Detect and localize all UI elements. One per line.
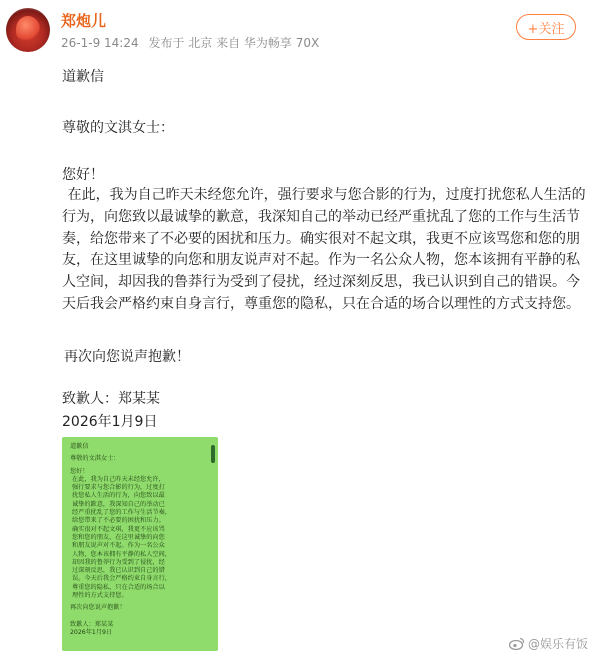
thumbnail-line: 您好！: [70, 467, 89, 475]
post-source: 发布于 北京 来自 华为畅享 70X: [148, 36, 320, 50]
thumbnail-line: 理性的方式支持您。: [72, 592, 128, 600]
thumbnail-line: 2026年1月9日: [70, 628, 113, 636]
thumbnail-text: [70, 443, 206, 637]
thumbnail-line: 过深刻反思，我已认识到自己的错: [72, 567, 165, 575]
thumbnail-line: 确实很对不起文琪，我更不应该骂: [72, 525, 165, 533]
thumbnail-line: 强行要求与您合影的行为，过度打: [72, 484, 165, 492]
username[interactable]: 郑炮儿: [61, 12, 107, 30]
thumbnail-line: 误。今天后我会严格约束自身言行，: [72, 575, 171, 583]
thumbnail-line: 诚挚的歉意，我深知自己的举动已: [72, 500, 165, 508]
letter-greeting: 您好！: [62, 167, 104, 183]
weibo-icon: [509, 637, 525, 650]
letter-closing: 再次向您说声抱歉！: [64, 349, 190, 365]
thumbnail-scrollbar: [211, 445, 215, 463]
thumbnail-line: 尊重您的隐私，只在合适的场合以: [72, 583, 165, 591]
thumbnail-line: 经严重扰乱了您的工作与生活节奏，: [72, 509, 171, 517]
thumbnail-line: 再次向您说声抱歉！: [70, 604, 126, 612]
thumbnail-line: 扰您私人生活的行为，向您致以最: [72, 492, 165, 500]
watermark-text: @娱乐有饭: [527, 637, 588, 651]
letter-body: 在此，我为自己昨天未经您允许，强行要求与您合影的行为，过度打扰您私人生活的行为，向您致以最诚挚的歉意，我深知自己的举动已经严重扰乱了您的工作与生活节奏，给您带来了不必要的困扰和压力。确实很对不起文琪，我更不应该骂您和您的朋友，在这里诚挚的向您和朋友说声对不起。作为一名公众人物，您本该拥有平静的私人空间，却因我的鲁莽行为受到了侵扰，经过深刻反思，我已认识到自己的错误。今天后我会严格约束自身言行，尊重您的隐私，只在合适的场合以理性的方式支持您。: [62, 187, 586, 312]
follow-label: +关注: [527, 21, 565, 37]
letter-signature: 致歉人：郑某某: [62, 391, 160, 407]
thumbnail-line: 尊敬的文淇女士：: [70, 455, 120, 463]
letter-title: 道歉信: [62, 69, 104, 85]
thumbnail-line: 致歉人：郑某某: [70, 620, 114, 628]
thumbnail-line: 人物，您本该拥有平静的私人空间，: [72, 550, 171, 558]
avatar[interactable]: [6, 8, 50, 52]
watermark: [509, 635, 588, 652]
letter-salutation: 尊敬的文淇女士：: [62, 120, 174, 136]
letter-image-thumbnail[interactable]: [62, 437, 218, 651]
post-date: 26-1-9 14:24: [61, 36, 139, 50]
thumbnail-line: 却因我的鲁莽行为受到了侵扰，经: [72, 558, 165, 566]
thumbnail-line: 在此，我为自己昨天未经您允许，: [72, 475, 165, 483]
follow-button[interactable]: [516, 14, 576, 40]
post-meta: [61, 34, 325, 51]
avatar-image: [16, 16, 40, 42]
thumbnail-line: 道歉信: [70, 443, 89, 450]
thumbnail-line: 给您带来了不必要的困扰和压力。: [72, 517, 165, 525]
letter-date: 2026年1月9日: [62, 414, 158, 430]
thumbnail-line: 您和您的朋友，在这里诚挚的向您: [72, 533, 165, 541]
thumbnail-line: 和朋友说声对不起。作为一名公众: [72, 542, 165, 550]
